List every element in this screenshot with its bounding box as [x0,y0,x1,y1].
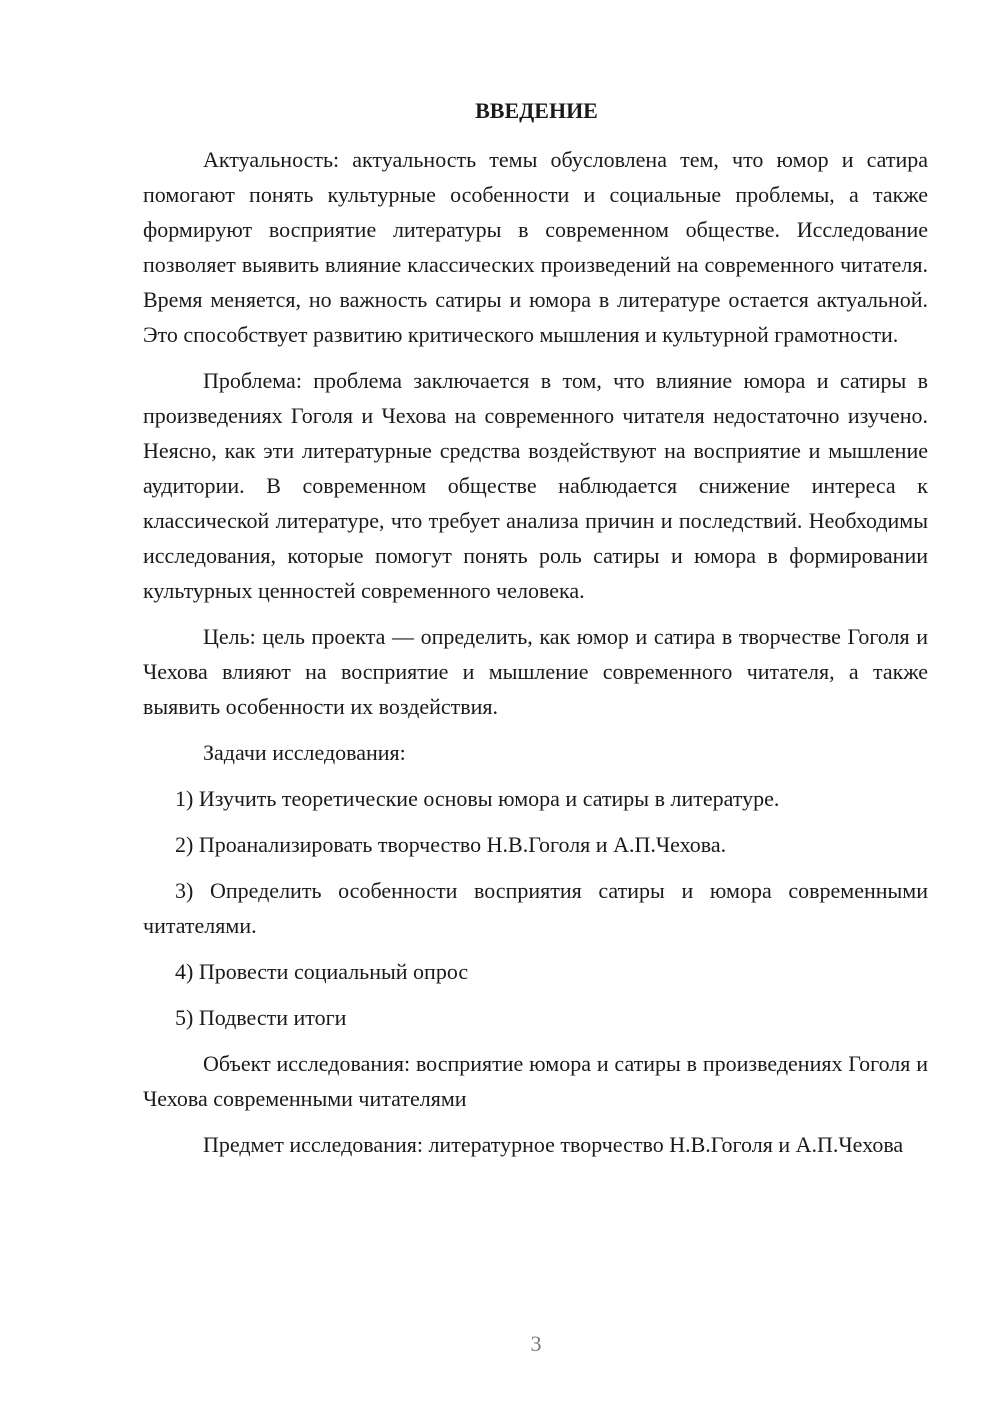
problem-paragraph: Проблема: проблема заключается в том, что влияние юмора и сатиры в произведениях Гоголя и Чехова на современного читателя недостаточно изучено. Неясно, как эти литературные средства воздействуют на восприятие и мышление аудитории. В современном обществе наблюдается снижение интереса к классической литературе, что требует анализа причин и последствий. Необходимы исследования, которые помогут понять роль сатиры и юмора в формировании культурных ценностей современного человека. [143,368,928,603]
goal-paragraph: Цель: цель проекта — определить, как юмор и сатира в творчестве Гоголя и Чехова влияют на восприятие и мышление современного читателя, а также выявить особенности их воздействия. [143,624,928,719]
page-number: 3 [530,1331,542,1356]
task-item-5: 5) Подвести итоги [175,1005,347,1030]
object-paragraph: Объект исследования: восприятие юмора и сатиры в произведениях Гоголя и Чехова современными читателями [143,1051,928,1111]
task-item-2: 2) Проанализировать творчество Н.В.Гоголя и А.П.Чехова. [175,832,727,857]
section-title: ВВЕДЕНИЕ [475,98,598,123]
task-item-3: 3) Определить особенности восприятия сатиры и юмора современными читателями. [143,878,928,938]
relevance-paragraph: Актуальность: актуальность темы обусловлена тем, что юмор и сатира помогают понять культурные особенности и социальные проблемы, а также формируют восприятие литературы в современном обществе. Исследование позволяет выявить влияние классических произведений на современного читателя. Время меняется, но важность сатиры и юмора в литературе остается актуальной. Это способствует развитию критического мышления и культурной грамотности. [143,147,928,347]
subject-paragraph: Предмет исследования: литературное творчество Н.В.Гоголя и А.П.Чехова [203,1132,904,1157]
tasks-heading: Задачи исследования: [203,740,406,765]
task-item-4: 4) Провести социальный опрос [175,959,469,984]
task-item-1: 1) Изучить теоретические основы юмора и сатиры в литературе. [175,786,780,811]
document-page [143,96,928,1162]
